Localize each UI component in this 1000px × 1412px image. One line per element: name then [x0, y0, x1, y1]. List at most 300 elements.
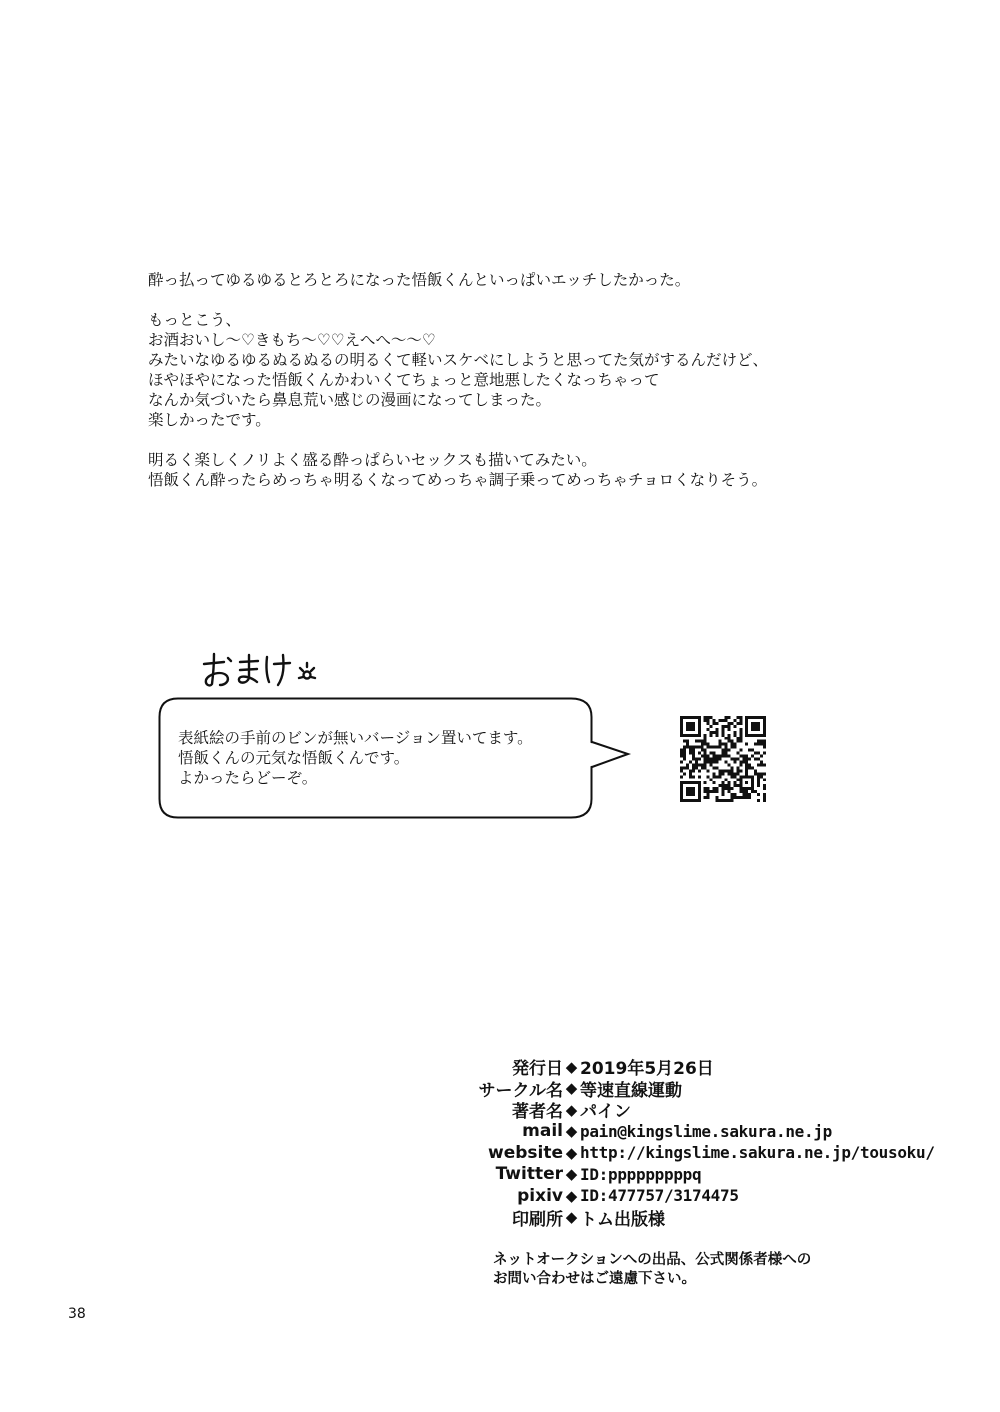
notice-line: ネットオークションへの出品、公式関係者様への — [493, 1252, 812, 1268]
qr-module — [686, 716, 689, 719]
qr-module — [686, 728, 689, 731]
qr-module — [689, 760, 692, 763]
qr-module — [745, 725, 748, 728]
qr-module — [686, 787, 689, 790]
qr-module — [739, 719, 742, 722]
qr-module — [704, 749, 707, 752]
qr-module — [713, 746, 716, 749]
colophon — [440, 1056, 960, 1228]
qr-module — [689, 775, 692, 778]
qr-module — [713, 722, 716, 725]
qr-module — [727, 728, 730, 731]
qr-module — [683, 740, 686, 743]
qr-module — [707, 793, 710, 796]
diamond-bullet-icon: ◆ — [565, 1079, 578, 1098]
qr-module — [704, 755, 707, 758]
qr-module — [739, 755, 742, 758]
qr-module — [719, 740, 722, 743]
qr-module — [763, 763, 766, 766]
qr-module — [763, 772, 766, 775]
qr-module — [754, 769, 757, 772]
qr-module — [763, 778, 766, 781]
colophon-row-website — [440, 1142, 960, 1164]
pixiv-id[interactable]: ID:477757/3174475 — [580, 1186, 739, 1206]
qr-module — [713, 731, 716, 734]
qr-module — [724, 743, 727, 746]
qr-module — [745, 758, 748, 761]
qr-module — [719, 755, 722, 758]
colophon-row-circle — [440, 1078, 960, 1100]
qr-module — [739, 787, 742, 790]
qr-module — [727, 799, 730, 802]
colophon-row-mail — [440, 1121, 960, 1143]
qr-module — [748, 775, 751, 778]
qr-module — [707, 743, 710, 746]
qr-module — [722, 755, 725, 758]
colophon-row-twitter — [440, 1164, 960, 1186]
qr-module — [757, 781, 760, 784]
qr-module — [745, 716, 748, 719]
qr-module — [683, 716, 686, 719]
qr-module — [722, 731, 725, 734]
qr-module — [680, 775, 683, 778]
qr-module — [707, 722, 710, 725]
qr-module — [686, 740, 689, 743]
qr-module — [698, 728, 701, 731]
qr-module — [704, 752, 707, 755]
qr-module — [698, 722, 701, 725]
qr-module — [704, 743, 707, 746]
qr-module — [713, 775, 716, 778]
qr-module — [739, 790, 742, 793]
qr-module — [680, 725, 683, 728]
qr-module — [724, 752, 727, 755]
qr-module — [763, 716, 766, 719]
qr-module — [733, 758, 736, 761]
page-number: 38 — [68, 1306, 86, 1322]
qr-module — [722, 734, 725, 737]
qr-module — [739, 749, 742, 752]
qr-module — [707, 728, 710, 731]
qr-module — [730, 772, 733, 775]
qr-module — [739, 796, 742, 799]
qr-module — [751, 781, 754, 784]
qr-module — [704, 734, 707, 737]
qr-module — [692, 728, 695, 731]
qr-module — [760, 743, 763, 746]
qr-module — [757, 734, 760, 737]
qr-module — [757, 725, 760, 728]
qr-module — [686, 722, 689, 725]
colophon-label: 著者名 — [512, 1102, 563, 1123]
qr-module — [704, 781, 707, 784]
qr-module — [748, 787, 751, 790]
qr-module — [707, 769, 710, 772]
qr-module — [707, 755, 710, 758]
qr-module — [716, 787, 719, 790]
qr-module — [754, 728, 757, 731]
qr-module — [736, 752, 739, 755]
qr-module — [730, 746, 733, 749]
colophon-value: 2019年5月26日 — [580, 1059, 714, 1080]
qr-module — [710, 760, 713, 763]
qr-module — [757, 772, 760, 775]
qr-module — [724, 769, 727, 772]
qr-module — [763, 719, 766, 722]
qr-module — [716, 722, 719, 725]
qr-module — [751, 775, 754, 778]
qr-module — [722, 790, 725, 793]
qr-module — [698, 725, 701, 728]
qr-module — [745, 734, 748, 737]
qr-module — [760, 734, 763, 737]
qr-module — [698, 775, 701, 778]
qr-module — [689, 716, 692, 719]
afterword-line: もっとこう、 — [148, 311, 242, 329]
qr-module — [763, 793, 766, 796]
qr-module — [748, 763, 751, 766]
qr-module — [763, 725, 766, 728]
qr-module — [713, 766, 716, 769]
qr-module — [739, 716, 742, 719]
qr-module — [722, 787, 725, 790]
diamond-bullet-icon: ◆ — [565, 1100, 578, 1119]
email-link[interactable]: pain@kingslime.sakura.ne.jp — [580, 1121, 832, 1141]
qr-module — [742, 796, 745, 799]
qr-module — [751, 722, 754, 725]
qr-module — [757, 763, 760, 766]
qr-module — [710, 734, 713, 737]
qr-module — [727, 734, 730, 737]
qr-module — [713, 787, 716, 790]
qr-module — [739, 778, 742, 781]
qr-module — [754, 772, 757, 775]
qr-module — [698, 719, 701, 722]
qr-module — [724, 799, 727, 802]
qr-module — [710, 731, 713, 734]
website-link[interactable]: http://kingslime.sakura.ne.jp/tousoku/ — [580, 1143, 935, 1163]
qr-module — [754, 722, 757, 725]
qr-module — [701, 763, 704, 766]
qr-module — [704, 760, 707, 763]
omake-line: よかったらどーぞ。 — [178, 769, 318, 787]
qr-module — [680, 716, 683, 719]
qr-module — [704, 737, 707, 740]
qr-module — [710, 716, 713, 719]
afterword-line: ほやほやになった悟飯くんかわいくてちょっと意地悪したくなっちゃって — [148, 371, 660, 389]
qr-module — [733, 731, 736, 734]
qr-module — [704, 740, 707, 743]
diamond-bullet-icon: ◆ — [565, 1186, 578, 1205]
diamond-bullet-icon: ◆ — [565, 1122, 578, 1141]
qr-module — [763, 746, 766, 749]
afterword-line: お酒おいし～♡きもち～♡♡えへへ～～♡ — [148, 331, 436, 349]
qr-module — [763, 784, 766, 787]
qr-module — [704, 716, 707, 719]
qr-module — [730, 758, 733, 761]
twitter-id[interactable]: ID:pppppppppq — [580, 1164, 702, 1184]
qr-module — [689, 769, 692, 772]
qr-module — [692, 799, 695, 802]
qr-module — [763, 796, 766, 799]
afterword-line: 明るく楽しくノリよく盛る酔っぱらいセックスも描いてみたい。 — [148, 451, 597, 469]
qr-module — [736, 740, 739, 743]
qr-module — [704, 763, 707, 766]
qr-module — [686, 790, 689, 793]
qr-module — [686, 725, 689, 728]
qr-module — [683, 734, 686, 737]
qr-module — [683, 766, 686, 769]
qr-module — [751, 766, 754, 769]
qr-module — [763, 722, 766, 725]
qr-module — [730, 787, 733, 790]
qr-module — [733, 781, 736, 784]
qr-module — [683, 746, 686, 749]
qr-module — [680, 781, 683, 784]
qr-module — [680, 799, 683, 802]
qr-module — [680, 787, 683, 790]
qr-module — [707, 796, 710, 799]
qr-module — [745, 731, 748, 734]
qr-module — [751, 778, 754, 781]
qr-module — [713, 752, 716, 755]
qr-module — [724, 787, 727, 790]
qr-module — [745, 719, 748, 722]
qr-module — [745, 793, 748, 796]
qr-module — [716, 760, 719, 763]
qr-module — [751, 728, 754, 731]
qr-module — [739, 763, 742, 766]
qr-module — [733, 772, 736, 775]
qr-module — [757, 778, 760, 781]
qr-module — [707, 758, 710, 761]
qr-module — [739, 722, 742, 725]
qr-module — [739, 775, 742, 778]
qr-module — [704, 790, 707, 793]
qr-module — [692, 769, 695, 772]
qr-module — [733, 734, 736, 737]
qr-module — [710, 790, 713, 793]
qr-module — [698, 763, 701, 766]
qr-module — [730, 796, 733, 799]
qr-module — [698, 796, 701, 799]
colophon-label: mail — [522, 1121, 563, 1142]
qr-module — [733, 719, 736, 722]
colophon-label: 印刷所 — [512, 1209, 563, 1230]
omake-handwritten-title — [200, 648, 330, 690]
qr-module — [695, 763, 698, 766]
qr-module — [686, 766, 689, 769]
qr-module — [716, 775, 719, 778]
qr-module — [707, 787, 710, 790]
qr-module — [698, 790, 701, 793]
qr-module — [727, 749, 730, 752]
qr-module — [724, 737, 727, 740]
qr-module — [716, 766, 719, 769]
qr-module — [742, 758, 745, 761]
qr-module — [722, 772, 725, 775]
qr-module — [739, 760, 742, 763]
qr-module — [716, 790, 719, 793]
qr-module — [739, 769, 742, 772]
qr-module — [722, 743, 725, 746]
qr-module — [722, 728, 725, 731]
colophon-value: パイン — [580, 1102, 631, 1123]
qr-module — [692, 775, 695, 778]
qr-module — [692, 793, 695, 796]
qr-module — [722, 769, 725, 772]
qr-module — [739, 734, 742, 737]
omake-message — [178, 728, 533, 788]
qr-module — [742, 790, 745, 793]
qr-module — [698, 781, 701, 784]
qr-module — [748, 716, 751, 719]
qr-module — [719, 772, 722, 775]
qr-module — [724, 719, 727, 722]
speech-bubble-tail — [590, 740, 632, 770]
qr-module — [719, 719, 722, 722]
qr-module — [736, 778, 739, 781]
qr-module — [680, 749, 683, 752]
qr-module — [719, 743, 722, 746]
qr-module — [742, 775, 745, 778]
qr-module — [757, 743, 760, 746]
qr-module — [754, 734, 757, 737]
qr-module — [698, 793, 701, 796]
qr-module — [736, 758, 739, 761]
qr-module — [683, 781, 686, 784]
qr-module — [730, 799, 733, 802]
colophon-label: website — [487, 1142, 563, 1163]
qr-module — [760, 763, 763, 766]
qr-module — [686, 743, 689, 746]
qr-module — [692, 749, 695, 752]
qr-module — [736, 769, 739, 772]
qr-module — [722, 752, 725, 755]
qr-module — [680, 796, 683, 799]
qr-module — [710, 752, 713, 755]
qr-module — [698, 740, 701, 743]
qr-module — [760, 760, 763, 763]
qr-module — [745, 796, 748, 799]
qr-module — [719, 758, 722, 761]
qr-module — [698, 787, 701, 790]
qr-module — [680, 722, 683, 725]
qr-module — [736, 737, 739, 740]
qr-module — [716, 758, 719, 761]
qr-module — [754, 716, 757, 719]
qr-module — [754, 752, 757, 755]
qr-module — [719, 799, 722, 802]
qr-module — [698, 784, 701, 787]
qr-module — [722, 784, 725, 787]
qr-module — [757, 716, 760, 719]
omake-line: 悟飯くんの元気な悟飯くんです。 — [178, 749, 410, 767]
afterword-paragraph — [148, 270, 908, 290]
qr-module — [763, 740, 766, 743]
qr-module — [745, 755, 748, 758]
qr-module — [695, 716, 698, 719]
qr-code[interactable] — [680, 716, 766, 802]
qr-module — [698, 758, 701, 761]
qr-module — [730, 743, 733, 746]
qr-module — [727, 790, 730, 793]
qr-module — [683, 799, 686, 802]
qr-module — [710, 725, 713, 728]
qr-module — [722, 749, 725, 752]
omake-line: 表紙絵の手前のビンが無いバージョン置いてます。 — [178, 729, 533, 747]
qr-module — [739, 737, 742, 740]
qr-module — [760, 716, 763, 719]
qr-module — [748, 758, 751, 761]
qr-module — [742, 760, 745, 763]
qr-module — [689, 772, 692, 775]
diamond-bullet-icon: ◆ — [565, 1057, 578, 1076]
qr-module — [739, 784, 742, 787]
qr-module — [745, 775, 748, 778]
qr-module — [745, 787, 748, 790]
qr-module — [751, 755, 754, 758]
qr-module — [680, 719, 683, 722]
qr-module — [727, 716, 730, 719]
qr-module — [724, 749, 727, 752]
qr-module — [716, 796, 719, 799]
afterword-line: 楽しかったです。 — [148, 411, 271, 429]
qr-module — [757, 799, 760, 802]
qr-module — [722, 781, 725, 784]
qr-module — [739, 740, 742, 743]
qr-module — [701, 749, 704, 752]
qr-module — [760, 772, 763, 775]
qr-module — [733, 725, 736, 728]
qr-module — [689, 752, 692, 755]
qr-module — [727, 772, 730, 775]
qr-module — [686, 734, 689, 737]
qr-module — [733, 746, 736, 749]
qr-module — [704, 796, 707, 799]
qr-module — [680, 755, 683, 758]
qr-module — [713, 760, 716, 763]
qr-module — [698, 746, 701, 749]
qr-module — [754, 725, 757, 728]
qr-module — [754, 758, 757, 761]
qr-module — [689, 746, 692, 749]
qr-module — [751, 784, 754, 787]
qr-module — [704, 787, 707, 790]
qr-module — [692, 725, 695, 728]
qr-module — [727, 784, 730, 787]
qr-module — [713, 755, 716, 758]
qr-module — [748, 793, 751, 796]
qr-module — [707, 790, 710, 793]
qr-module — [745, 760, 748, 763]
qr-module — [695, 799, 698, 802]
qr-module — [716, 731, 719, 734]
qr-module — [760, 740, 763, 743]
qr-module — [742, 755, 745, 758]
qr-module — [736, 722, 739, 725]
qr-module — [689, 722, 692, 725]
qr-module — [719, 775, 722, 778]
resale-notice — [493, 1251, 811, 1289]
qr-module — [692, 755, 695, 758]
qr-module — [763, 743, 766, 746]
qr-module — [680, 752, 683, 755]
qr-module — [689, 725, 692, 728]
qr-module — [722, 799, 725, 802]
afterword-paragraph — [148, 310, 908, 430]
qr-module — [692, 746, 695, 749]
